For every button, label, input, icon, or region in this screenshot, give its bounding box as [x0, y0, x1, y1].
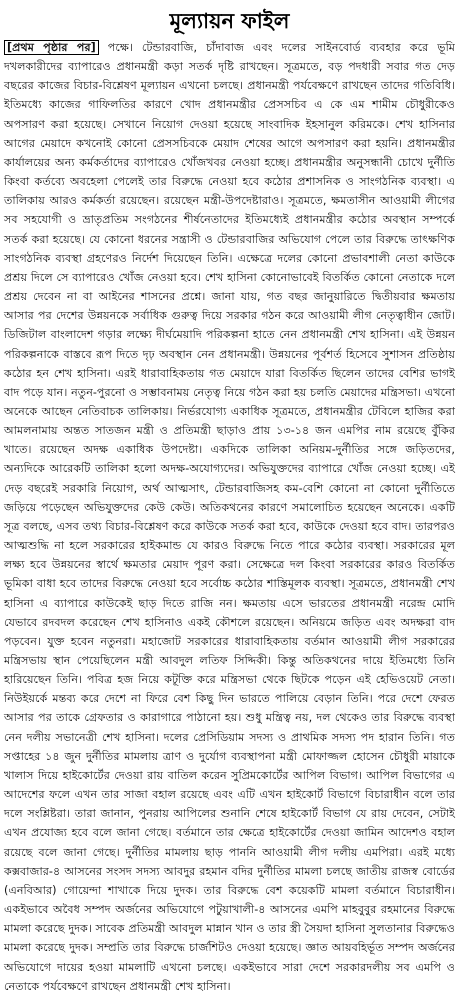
- title-row: [4, 6, 455, 36]
- article-body: [4, 38, 455, 993]
- article-text: পক্ষে। টেন্ডারবাজি, চাঁদাবাজ এবং দলের সাইনবোর্ড ব্যবহার করে ভূমি দখলকারীদের ব্যাপারেও প্রধানমন্ত্রী কড়া সতর্ক দৃষ্টি রাখছেন। সূত্রমতে, বড় পদধারী সবার গত দেড় বছরের কাজের বিচার-বিশ্লেষণ মূল্যায়ন এখনো চলছে। প্রধানমন্ত্রী পর্যবেক্ষণে রাখছেন তাদের গতিবিধি। ইতিমধ্যে কাজের গাফিলতির কারণে খোদ প্রধানমন্ত্রীর প্রেসসচিব এ কে এম শামীম চৌধুরীকেও অপসারণ করা হয়েছে। সেখানে নিয়োগ দেওয়া হয়েছে সাংবাদিক ইহসানুল করিমকে। শেখ হাসিনার আগের মেয়াদে কখনোই কোনো প্রেসসচিবকে মেয়াদ শেষের আগে অপসারণ করা হয়নি। প্রধানমন্ত্রীর কার্যালয়ের অন্য কর্মকর্তাদের ব্যাপারেও খোঁজখবর নেওয়া হচ্ছে। প্রধানমন্ত্রীর অনুসন্ধানী চোখে দুর্নীতি কিংবা কর্তব্যে অবহেলা পেলেই তার বিরুদ্ধে নেওয়া হবে কঠোর প্রশাসনিক ও সাংগঠনিক ব্যবস্থা। এ তালিকায় আরও কর্মকর্তা রয়েছেন। রয়েছেন মন্ত্রী-উপদেষ্টারাও। সূত্রমতে, ক্ষমতাসীন আওয়ামী লীগের সব সহযোগী ও ভ্রাতৃপ্রতিম সংগঠনের শীর্ষনেতাদের ইতিমধ্যেই প্রধানমন্ত্রীর কঠোর অবস্থান সম্পর্কে সতর্ক করা হয়েছে। যে কোনো ধরনের সন্ত্রাসী ও টেন্ডারবাজির অভিযোগ পেলে তার বিরুদ্ধে তাৎক্ষণিক সাংগঠনিক ব্যবস্থা গ্রহণেরও নির্দেশ দিয়েছেন তিনি। এক্ষেত্রে দলের কোনো প্রভাবশালী নেতা কাউকে প্রশ্রয় দিলে সে ব্যাপারেও খোঁজ নেওয়া হবে। শেখ হাসিনা কোনোভাবেই বিতর্কিত কোনো নেতাকে দলে প্রশ্রয় দেবেন না বা আইনের শাসনের প্রশ্নে। জানা যায়, গত বছর জানুয়ারিতে দ্বিতীয়বার ক্ষমতায় আসার পর দেশের উন্নয়নকে সর্বাধিক গুরুত্ব দিয়ে সরকার গঠন করে আওয়ামী লীগ নেতৃত্বাধীন জোট। ডিজিটাল বাংলাদেশ গড়ার লক্ষ্যে দীর্ঘমেয়াদি পরিকল্পনা হাতে নেন প্রধানমন্ত্রী শেখ হাসিনা। এই উন্নয়ন পরিকল্পনাকে বাস্তবে রূপ দিতে দৃঢ় অবস্থান নেন প্রধানমন্ত্রী। উন্নয়নের পূর্বশর্ত হিসেবে সুশাসন প্রতিষ্ঠায় কঠোর হন শেখ হাসিনা। এরই ধারাবাহিকতায় গত মেয়াদে যারা বিতর্কিত ছিলেন তাদের বেশির ভাগই বাদ পড়ে যান। নতুন-পুরনো ও সম্ভাবনাময় নেতৃত্ব নিয়ে গঠন করা হয় চলতি মেয়াদের মন্ত্রিসভা। এখনো অনেকে আছেন নেতিবাচক তালিকায়। নির্ভরযোগ্য একাধিক সূত্রমতে, প্রধানমন্ত্রীর টেবিলে হাজির করা আমলনামায় অন্তত সাতজন মন্ত্রী ও প্রতিমন্ত্রী ছাড়াও প্রায় ১৩-১৪ জন এমপির নাম রয়েছে বুঁকির খাতে। রয়েছেন অদক্ষ একাধিক উপদেষ্টা। একদিকে তালিকা অনিয়ম-দুর্নীতির সঙ্গে জড়িতদের, অন্যদিকে আরেকটি তালিকা হলো অদক্ষ-অযোগ্যদের। অভিযুক্তদের ব্যাপারে খোঁজ নেওয়া হচ্ছে। এই দেড় বছরেই সরকারি নিয়োগ, অর্থ আত্মসাৎ, টেন্ডারবাজিসহ কম-বেশি কোনো না কোনো দুর্নীতিতে জড়িয়ে পড়েছেন অভিযুক্তদের কেউ কেউ। অতিকথনের কারণে সমালোচিত হয়েছেন অনেকে। একটি সূত্র বলছে, এসব তথ্য বিচার-বিশ্লেষণ করে কাউকে সতর্ক করা হবে, কাউকে দেওয়া হবে বাদ। তারপরও আত্মশুদ্ধি না হলে সরকারের হাইকমান্ড যে কারও বিরুদ্ধে নিতে পারে কঠোর ব্যবস্থা। সরকারের মূল লক্ষ্য হবে উন্নয়নের স্বার্থে ক্ষমতার মেয়াদ পূরণ করা। সেক্ষেত্রে দল কিংবা সরকারের কারও বিতর্কিত ভূমিকা বাধা হবে তাদের বিরুদ্ধে নেওয়া হবে সর্বোচ্চ কঠোর শাস্তিমূলক ব্যবস্থা। সূত্রমতে, প্রধানমন্ত্রী শেখ হাসিনা এ ব্যাপারে কাউকেই ছাড় দিতে রাজি নন। ক্ষমতায় এসে ভারতের প্রধানমন্ত্রী নরেন্দ্র মোদি যেভাবে রদবদল করেছেন শেখ হাসিনাও একই কৌশলে রয়েছেন। অনিয়মে জড়িত এবং অদক্ষরা বাদ পড়বেন। যুক্ত হবেন নতুনরা। মহাজোট সরকারের ধারাবাহিকতায় বর্তমান আওয়ামী লীগ সরকারের মন্ত্রিসভায় স্থান পেয়েছিলেন মন্ত্রী আবদুল লতিফ সিদ্দিকী। কিন্তু অতিকথনের দায়ে ইতিমধ্যে তিনি হারিয়েছেন তিনি। পবিত্র হজ নিয়ে কটূক্তি করে মন্ত্রিসভা থেকে ছিটকে পড়েন এই হেভিওয়েট নেতা। নিউইয়র্কে মন্তব্য করে দেশে না ফিরে বেশ কিছু দিন ভারতে পালিয়ে বেড়ান তিনি। পরে দেশে ফেরত আসার পর তাকে গ্রেফতার ও কারাগারে পাঠানো হয়। শুধু মন্ত্রিত্ব নয়, দল থেকেও তার বিরুদ্ধে ব্যবস্থা নেন দলীয় সভানেত্রী শেখ হাসিনা। দলের প্রেসিডিয়াম সদস্য ও প্রাথমিক সদস্য পদ হারান তিনি। গত সপ্তাহের ১৪ জুন দুর্নীতির মামলায় ত্রাণ ও দুর্যোগ ব্যবস্থাপনা মন্ত্রী মোফাজ্জল হোসেন চৌধুরী মায়াকে খালাস দিয়ে হাইকোর্টের দেওয়া রায় বাতিল করেন সুপ্রিমকোর্টের আপিল বিভাগ। আপিল বিভাগের এ আদেশের ফলে এখন তার সাজা বহাল রয়েছে এবং এটি এখন হাইকোর্ট বিভাগে বিচারাধীন বলে তার দলে সংশ্লিষ্টরা। তারা জানান, পুনরায় আপিলের শুনানি শেষে হাইকোর্ট বিভাগ যে রায় দেবেন, সেটাই এখন প্রযোজ্য হবে বলে জানা গেছে। বর্তমানে তার ক্ষেত্রে হাইকোর্টের দেওয়া জামিন আদেশও বহাল রয়েছে বলে জানা গেছে। দুর্নীতির মামলায় ছাড় পাননি আওয়ামী লীগ দলীয় এমপিরা। এরই মধ্যে কক্সবাজার-৪ আসনের সংসদ সদস্য আবদুর রহমান বদির দুর্নীতির মামলা চলছে জাতীয় রাজস্ব বোর্ডের (এনবিআর) গোয়েন্দা শাখাকে দিয়ে দুদক। তার বিরুদ্ধে বেশ কয়েকটি মামলা বর্তমানে বিচারাধীন। একইভাবে অবৈধ সম্পদ অর্জনের অভিযোগে পটুয়াখালী-৪ আসনের এমপি মাহবুবুর রহমানের বিরুদ্ধে মামলা করেছে দুদক। সাবেক প্রতিমন্ত্রী আবদুল মান্নান খান ও তার স্ত্রী সৈয়দা হাসিনা সুলতানার বিরুদ্ধেও মামলা করেছে দুদক। সম্প্রতি তার বিরুদ্ধে চার্জশিটও দেওয়া হয়েছে। জ্ঞাত আয়বহির্ভূত সম্পদ অর্জনের অভিযোগে দায়ের হওয়া মামলাটি এখনো চলছে। একইভাবে সারা দেশে সরকারদলীয় সব এমপি ও নেতাকে পর্যবেক্ষণে রাখছেন প্রধানমন্ত্রী শেখ হাসিনা।: [4, 41, 455, 993]
- continuation-label: [প্রথম পৃষ্ঠার পর]: [4, 40, 99, 55]
- page-title: মূল্যায়ন ফাইল: [169, 9, 290, 33]
